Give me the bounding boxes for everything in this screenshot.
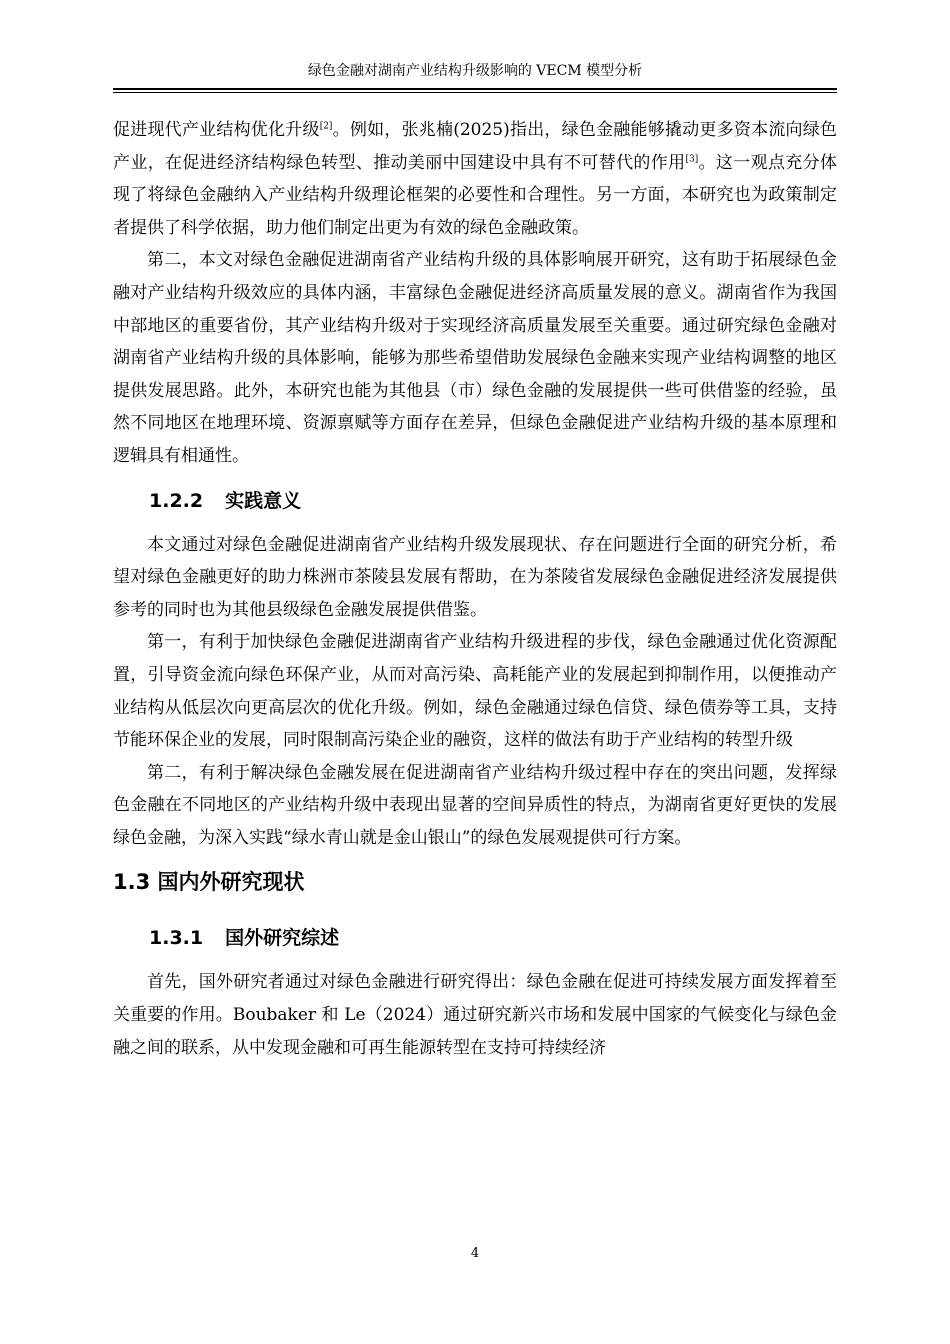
paragraph: 首先，国外研究者通过对绿色金融进行研究得出：绿色金融在促进可持续发展方面发挥着至关重要的作用。Boubaker 和 Le（2024）通过研究新兴市场和发展中国家的气候变化与绿色金融之间的联系，从中发现金融和可再生能源转型在支持可持续经济: [113, 972, 837, 1058]
section-title: 国外研究综述: [225, 927, 340, 950]
header-rule-thin: [113, 92, 837, 93]
paragraph-text: 。例如，张兆楠(2025)指出，绿色金融能够撬动更多资本流向绿色产业，在促进经济结构绿色转型、推动美丽中国建设中具有不可替代的作用: [113, 120, 838, 173]
paragraph: 第一，有利于加快绿色金融促进湖南省产业结构升级进程的步伐，绿色金融通过优化资源配置，引导资金流向绿色环保产业，从而对高污染、高耗能产业的发展起到抑制作用，以便推动产业结构从低层次向更高层次的优化升级。例如，绿色金融通过绿色信贷、绿色债券等工具，支持节能环保企业的发展，同时限制高污染企业的融资，这样的做法有助于产业结构的转型升级: [113, 632, 837, 751]
section-title: 实践意义: [225, 489, 302, 512]
paragraph: 本文通过对绿色金融促进湖南省产业结构升级发展现状、存在问题进行全面的研究分析，希望对绿色金融更好的助力株洲市茶陵县发展有帮助，在为茶陵省发展绿色金融促进经济发展提供参考的同时也为其他县级绿色金融发展提供借鉴。: [113, 534, 837, 620]
paragraph: 第二，本文对绿色金融促进湖南省产业结构升级的具体影响展开研究，这有助于拓展绿色金融对产业结构升级效应的具体内涵，丰富绿色金融促进经济高质量发展的意义。湖南省作为我国中部地区的重要省份，其产业结构升级对于实现经济高质量发展至关重要。通过研究绿色金融对湖南省产业结构升级的具体影响，能够为那些希望借助发展绿色金融来实现产业结构调整的地区提供发展思路。此外，本研究也能为其他县（市）绿色金融的发展提供一些可供借鉴的经验，虽然不同地区在地理环境、资源禀赋等方面存在差异，但绿色金融促进产业结构升级的基本原理和逻辑具有相通性。: [113, 250, 837, 466]
page-number: 4: [470, 1246, 480, 1261]
paragraph: 第二，有利于解决绿色金融发展在促进湖南省产业结构升级过程中存在的突出问题，发挥绿色金融在不同地区的产业结构升级中表现出显著的空间异质性的特点，为湖南省更好更快的发展绿色金融，为深入实践“绿水青山就是金山银山”的绿色发展观提供可行方案。: [113, 762, 837, 848]
section-number: 1.2.2: [149, 489, 204, 512]
section-heading-1-3: 1.3 国内外研究现状: [113, 870, 305, 895]
section-heading-1-2-2: [113, 473, 837, 529]
paragraph-text: 。这一观点充分体现了将绿色金融纳入产业结构升级理论框架的必要性和合理性。另一方面，本研究也为政策制定者提供了科学依据，助力他们制定出更为有效的绿色金融政策。: [113, 152, 837, 238]
running-header: 绿色金融对湖南产业结构升级影响的 VECM 模型分析: [307, 63, 643, 79]
paragraph-continuation: [113, 114, 837, 244]
page-body: [113, 114, 837, 1064]
header-rule-thick: [113, 88, 837, 90]
section-number: 1.3.1: [149, 927, 204, 950]
section-heading-1-3-1: [113, 910, 837, 966]
citation-ref: [3]: [685, 153, 699, 164]
citation-ref: [2]: [319, 121, 333, 132]
paragraph-text: 促进现代产业结构优化升级: [113, 120, 320, 140]
